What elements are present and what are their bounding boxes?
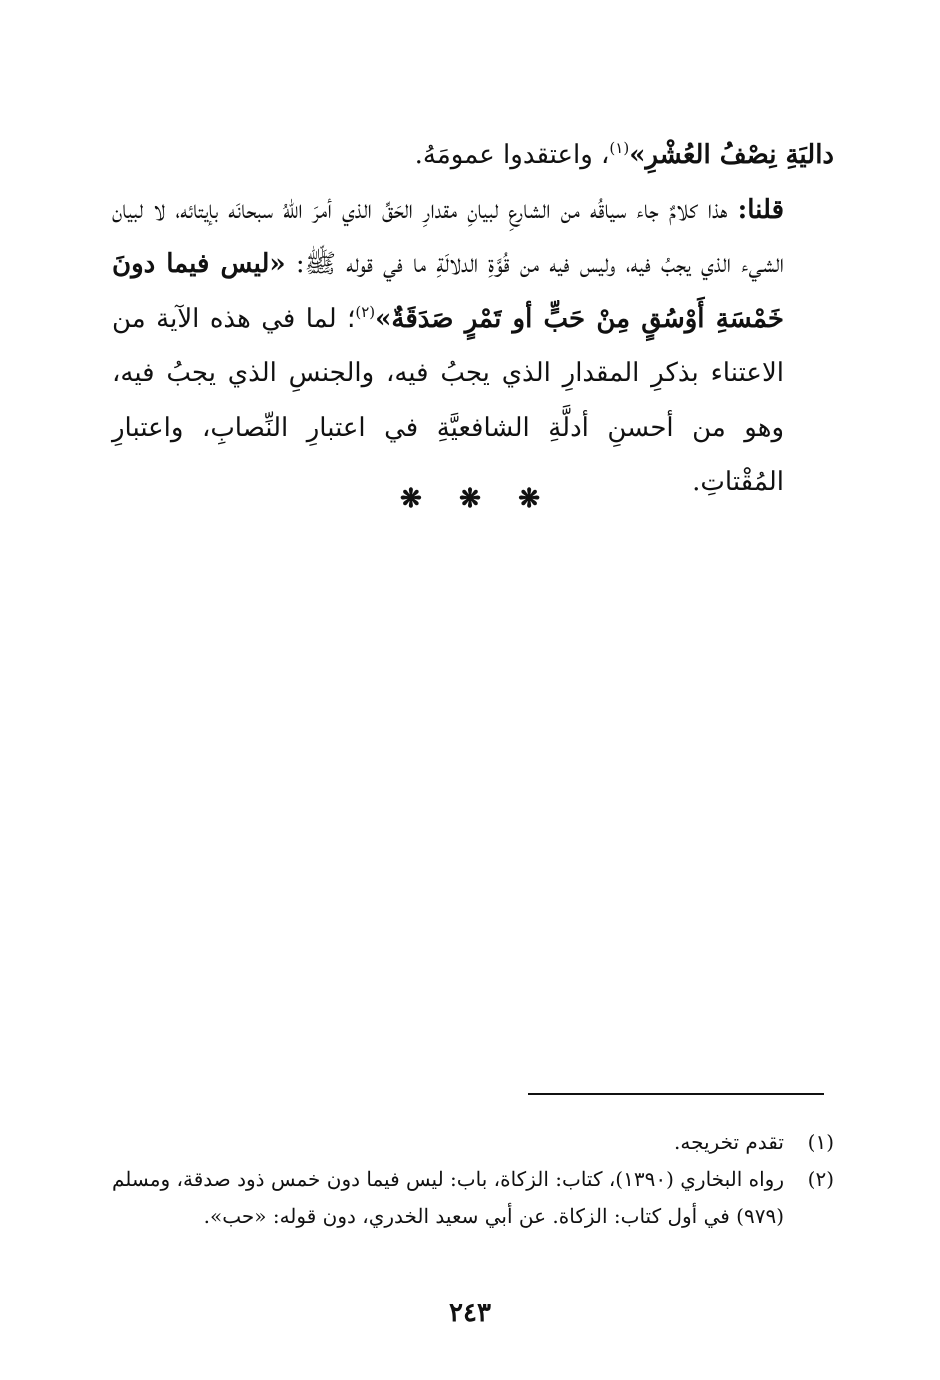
paragraph-2-text-b: ؛ لما في هذه الآية من الاعتناء بذكرِ المقدارِ الذي يجبُ فيه، والجنسِ الذي يجبُ فيه، وهو من أحسنِ أدلَّةِ الشافعيَّةِ في اعتبارِ النِّصابِ، واعتبارِ المُقْتاتِ. <box>112 303 784 497</box>
paragraph-1-rest: ، واعتقدوا عمومَهُ. <box>414 140 610 170</box>
footnote-text: رواه البخاري (١٣٩٠)، كتاب: الزكاة، باب: ليس فيما دون خمس ذود صدقة، ومسلم (٩٧٩) في أول كتاب: الزكاة. عن أبي سعيد الخدري، دون قوله: «حب». <box>112 1167 784 1228</box>
footnotes <box>112 1124 834 1235</box>
footnote-number: (٢) <box>807 1167 834 1191</box>
footnote-number: (١) <box>807 1130 834 1154</box>
footnote-ref-2: (٢) <box>355 302 376 321</box>
paragraph-lead: قلنا: <box>737 194 784 225</box>
paragraph-2 <box>112 183 834 510</box>
hadith-quote: «ليس فيما دونَ خَمْسَةِ أَوْسُقٍ مِنْ حَبٍّ أو تَمْرٍ صَدَقَةٌ» <box>112 249 784 334</box>
paragraph-2-text-a: هذا كلامٌ جاء سياقُه من الشارعِ لبيانِ مقدارِ الحَقِّ الذي أمرَ اللهُ سبحانَه بإيتائه، لا لبيان الشيء الذي يجبُ فيه، وليس فيه من قُوَّةِ الدلالَةِ ما في قوله ﷺ: <box>112 194 784 279</box>
footnote-ref-1: (١) <box>609 139 630 157</box>
quote-fragment: داليَةِ نِصْفُ العُشْرِ» <box>629 140 834 170</box>
footnote-divider <box>528 1093 824 1095</box>
footnote-2 <box>112 1161 834 1235</box>
main-text <box>112 128 834 510</box>
separator-star-icon: ❋ <box>459 484 481 514</box>
separator-star-icon: ❋ <box>400 484 422 514</box>
footnote-text: تقدم تخريجه. <box>674 1130 784 1154</box>
page-number: ٢٤٣ <box>449 1298 491 1328</box>
paragraph-1 <box>112 128 834 183</box>
footnote-1 <box>112 1124 834 1161</box>
section-separator <box>400 484 540 514</box>
separator-star-icon: ❋ <box>518 484 540 514</box>
